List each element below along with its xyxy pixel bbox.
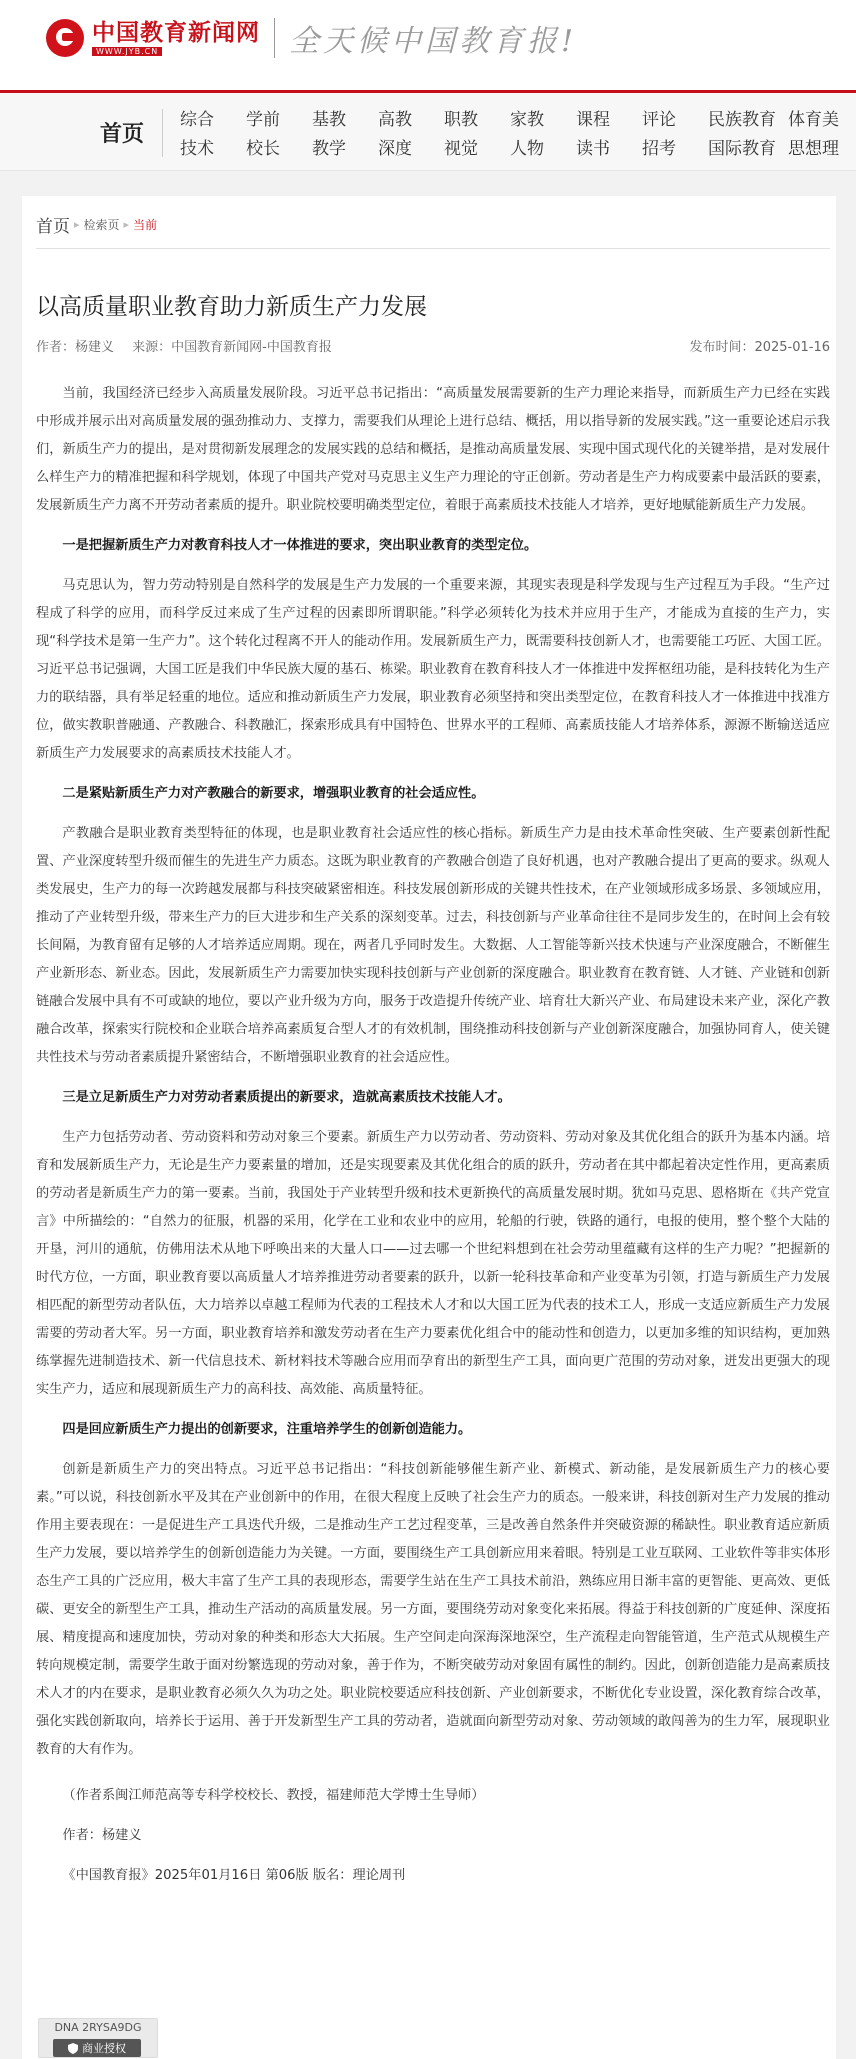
- nav-item-pinglun[interactable]: 评论: [642, 110, 676, 130]
- article-paragraph: 马克思认为，智力劳动特别是自然科学的发展是生产力发展的一个重要来源，其现实表现是科学发现与生产过程互为手段。“生产过程成了科学的应用，而科学反过来成了生产过程的因素即所谓职能。”科学必须转化为技术并应用于生产，才能成为直接的生产力，实现“科学技术是第一生产力”。这个转化过程离不开人的能动作用。发展新质生产力，既需要科技创新人才，也需要能工巧匠、大国工匠。习近平总书记强调，大国工匠是我们中华民族大厦的基石、栋梁。职业教育在教育科技人才一体推进中发挥枢纽功能，是科技转化为生产力的联结器，具有举足轻重的地位。适应和推动新质生产力发展，职业教育必须坚持和突出类型定位，在教育科技人才一体推进中找准方位，做实教职普融通、产教融合、科教融汇，探索形成具有中国特色、世界水平的工程师、高素质技能人才培养体系，源源不断输送适应新质生产力发展要求的高素质技术技能人才。: [36, 578, 830, 761]
- nav-item-shijue[interactable]: 视觉: [444, 139, 478, 159]
- author-note: （作者系闽江师范高等专科学校校长、教授，福建师范大学博士生导师）: [62, 1788, 485, 1803]
- nav-item-zhaokao[interactable]: 招考: [642, 139, 676, 159]
- nav-divider: [162, 109, 163, 157]
- nav-item-tiyu[interactable]: 体育美: [788, 110, 839, 130]
- nav-item-xiaozhang[interactable]: 校长: [246, 139, 280, 159]
- article-source: 来源：中国教育新闻网-中国教育报: [132, 340, 332, 355]
- nav-row-2: [180, 132, 856, 161]
- print-source-line: 《中国教育报》2025年01月16日 第06版 版名：理论周刊: [62, 1868, 406, 1883]
- article-subheading: 一是把握新质生产力对教育科技人才一体推进的要求，突出职业教育的类型定位。: [62, 538, 538, 553]
- logo-divider: [274, 18, 275, 58]
- nav-item-shendu[interactable]: 深度: [378, 139, 412, 159]
- article-body: [36, 380, 830, 1898]
- logo-name: 中国教育新闻网: [92, 19, 260, 46]
- breadcrumb-divider: [36, 248, 830, 249]
- article-paragraph: 产教融合是职业教育类型特征的体现，也是职业教育社会适应性的核心指标。新质生产力是由技术革命性突破、生产要素创新性配置、产业深度转型升级而催生的先进生产力质态。这既为职业教育的产教融合创造了良好机遇，也对产教融合提出了更高的要求。纵观人类发展史，生产力的每一次跨越发展都与科技突破紧密相连。科技发展创新形成的关键共性技术，在产业领域形成多场景、多领域应用，推动了产业转型升级，带来生产力的巨大进步和生产关系的深刻变革。过去，科技创新与产业革命往往不是同步发生的，在时间上会有较长间隔，为教育留有足够的人才培养适应周期。现在，两者几乎同时发生。大数据、人工智能等新兴技术快速与产业深度融合，不断催生产业新形态、新业态。因此，发展新质生产力需要加快实现科技创新与产业创新的深度融合。职业教育在教育链、人才链、产业链和创新链融合发展中具有不可或缺的地位，要以产业升级为方向，服务于改造提升传统产业、培育壮大新兴产业、布局建设未来产业，深化产教融合改革，探索实行院校和企业联合培养高素质复合型人才的有效机制，围绕推动科技创新与产业创新深度融合，加强协同育人，使关键共性技术与劳动者素质提升紧密结合，不断增强职业教育的社会适应性。: [36, 826, 830, 1065]
- nav-item-zhijiao[interactable]: 职教: [444, 110, 478, 130]
- breadcrumb-current: 当前: [133, 218, 158, 232]
- article-card: [22, 196, 836, 2059]
- article-paragraph: 当前，我国经济已经步入高质量发展阶段。习近平总书记指出：“高质量发展需要新的生产力理论来指导，而新质生产力已经在实践中形成并展示出对高质量发展的强劲推动力、支撑力，需要我们从理论上进行总结、概括，用以指导新的发展实践。”这一重要论述启示我们，新质生产力的提出，是对贯彻新发展理念的发展实践的总结和概括，是推动高质量发展、实现中国式现代化的关键举措，是对发展什么样生产力的精准把握和科学规划，体现了中国共产党对马克思主义生产力理论的守正创新。劳动者是生产力构成要素中最活跃的要素，发展新质生产力离不开劳动者素质的提升。职业院校要明确类型定位，着眼于高素质技术技能人才培养，更好地赋能新质生产力发展。: [36, 386, 830, 513]
- nav-item-jijiao[interactable]: 基教: [312, 110, 346, 130]
- logo-text: [92, 20, 260, 56]
- nav-item-jiaoxue[interactable]: 教学: [312, 139, 346, 159]
- chevron-right-icon: ▸: [74, 218, 80, 231]
- article-subheading: 四是回应新质生产力提出的创新要求，注重培养学生的创新创造能力。: [62, 1422, 472, 1437]
- article-meta: [36, 336, 830, 355]
- chevron-right-icon: ▸: [123, 218, 130, 231]
- logo-emblem-icon: [46, 19, 84, 57]
- commercial-license-label: 商业授权: [82, 2042, 126, 2055]
- article-subheading: 二是紧贴新质生产力对产教融合的新要求，增强职业教育的社会适应性。: [62, 786, 485, 801]
- nav-item-jiajiao[interactable]: 家教: [510, 110, 544, 130]
- breadcrumb-search[interactable]: 检索页: [83, 218, 120, 232]
- dna-license-block[interactable]: [38, 2018, 158, 2058]
- article-publish-time: 发布时间：2025-01-16: [689, 340, 830, 355]
- nav-item-guoji[interactable]: 国际教育: [708, 139, 776, 159]
- article-paragraph: 生产力包括劳动者、劳动资料和劳动对象三个要素。新质生产力以劳动者、劳动资料、劳动对象及其优化组合的跃升为基本内涵。培育和发展新质生产力，无论是生产力要素量的增加，还是实现要素及其优化组合的质的跃升，劳动者在其中都起着决定性作用，更高素质的劳动者是新质生产力的第一要素。当前，我国处于产业转型升级和技术更新换代的高质量发展时期。犹如马克思、恩格斯在《共产党宣言》中所描绘的：“自然力的征服，机器的采用，化学在工业和农业中的应用，轮船的行驶，铁路的通行，电报的使用，整个整个大陆的开垦，河川的通航，仿佛用法术从地下呼唤出来的大量人口——过去哪一个世纪料想到在社会劳动里蕴藏有这样的生产力呢？”把握新的时代方位，一方面，职业教育要以高质量人才培养推进劳动者要素的跃升，以新一轮科技革命和产业变革为引领，打造与新质生产力发展相匹配的新型劳动者队伍，大力培养以卓越工程师为代表的工程技术人才和以大国工匠为代表的技术工人，形成一支适应新质生产力发展需要的劳动者大军。另一方面，职业教育培养和激发劳动者在生产力要素优化组合中的能动性和创造力，以更加多维的知识结构，更加熟练掌握先进制造技术、新一代信息技术、新材料技术等融合应用而孕育出的新型生产工具，面向更广范围的劳动对象，迸发出更强大的现实生产力，适应和展现新质生产力的高科技、高效能、高质量特征。: [36, 1130, 830, 1397]
- nav-item-renwu[interactable]: 人物: [510, 139, 544, 159]
- breadcrumb-home[interactable]: 首页: [36, 217, 70, 237]
- article-title: 以高质量职业教育助力新质生产力发展: [36, 294, 427, 320]
- breadcrumb: [36, 212, 157, 237]
- site-slogan: 全天候中国教育报!: [289, 24, 578, 59]
- nav-links: [180, 103, 856, 161]
- article-paragraph: 创新是新质生产力的突出特点。习近平总书记指出：“科技创新能够催生新产业、新模式、新动能，是发展新质生产力的核心要素。”可以说，科技创新水平及其在产业创新中的作用，在很大程度上反映了社会生产力的质态。一般来讲，科技创新对生产力发展的推动作用主要表现在：一是促进生产工具迭代升级，二是推动生产工艺过程变革，三是改善自然条件并突破资源的稀缺性。职业教育适应新质生产力发展，要以培养学生的创新创造能力为关键。一方面，要围绕生产工具创新应用来着眼。特别是工业互联网、工业软件等非实体形态生产工具的广泛应用，极大丰富了生产工具的表现形态，需要学生站在生产工具技术前沿，熟练应用日渐丰富的更智能、更高效、更低碳、更安全的新型生产工具，推动生产活动的高质量发展。另一方面，要围绕劳动对象变化来拓展。得益于科技创新的广度延伸、深度拓展、精度提高和速度加快，劳动对象的种类和形态大大拓展。生产空间走向深海深地深空，生产流程走向智能管道，生产范式从规模生产转向规模定制，需要学生敢于面对纷繁选现的劳动对象，善于作为，不断突破劳动对象固有属性的制约。因此，创新创造能力是高素质技术人才的内在要求，是职业教育必须久久为功之处。职业院校要适应科技创新、产业创新要求，不断优化专业设置，深化教育综合改革，强化实践创新取向，培养长于运用、善于开发新型生产工具的劳动者，造就面向新型劳动对象、劳动领域的敢闯善为的生力军，展现职业教育的大有作为。: [36, 1462, 830, 1757]
- nav-item-sixiang[interactable]: 思想理: [788, 139, 839, 159]
- logo-url: WWW.JYB.CN: [92, 47, 162, 56]
- nav-item-minzu[interactable]: 民族教育: [708, 110, 776, 130]
- nav-item-dushu[interactable]: 读书: [576, 139, 610, 159]
- site-logo[interactable]: [46, 18, 577, 58]
- nav-item-zonghe[interactable]: 综合: [180, 110, 214, 130]
- nav-item-jishu[interactable]: 技术: [180, 139, 214, 159]
- site-header: [0, 0, 856, 90]
- author-line: 作者：杨建义: [62, 1828, 142, 1843]
- nav-home-link[interactable]: 首页: [100, 122, 145, 147]
- nav-row-1: [180, 103, 856, 132]
- main-nav: [0, 93, 856, 171]
- commercial-license-badge[interactable]: [53, 2039, 141, 2057]
- nav-item-gaojiao[interactable]: 高教: [378, 110, 412, 130]
- dna-code: DNA 2RYSA9DG: [54, 2021, 142, 2034]
- nav-item-xueqian[interactable]: 学前: [246, 110, 280, 130]
- article-author: 作者：杨建义: [36, 340, 115, 355]
- nav-item-kecheng[interactable]: 课程: [576, 110, 610, 130]
- article-subheading: 三是立足新质生产力对劳动者素质提出的新要求，造就高素质技术技能人才。: [62, 1090, 511, 1105]
- shield-icon: [68, 2043, 78, 2054]
